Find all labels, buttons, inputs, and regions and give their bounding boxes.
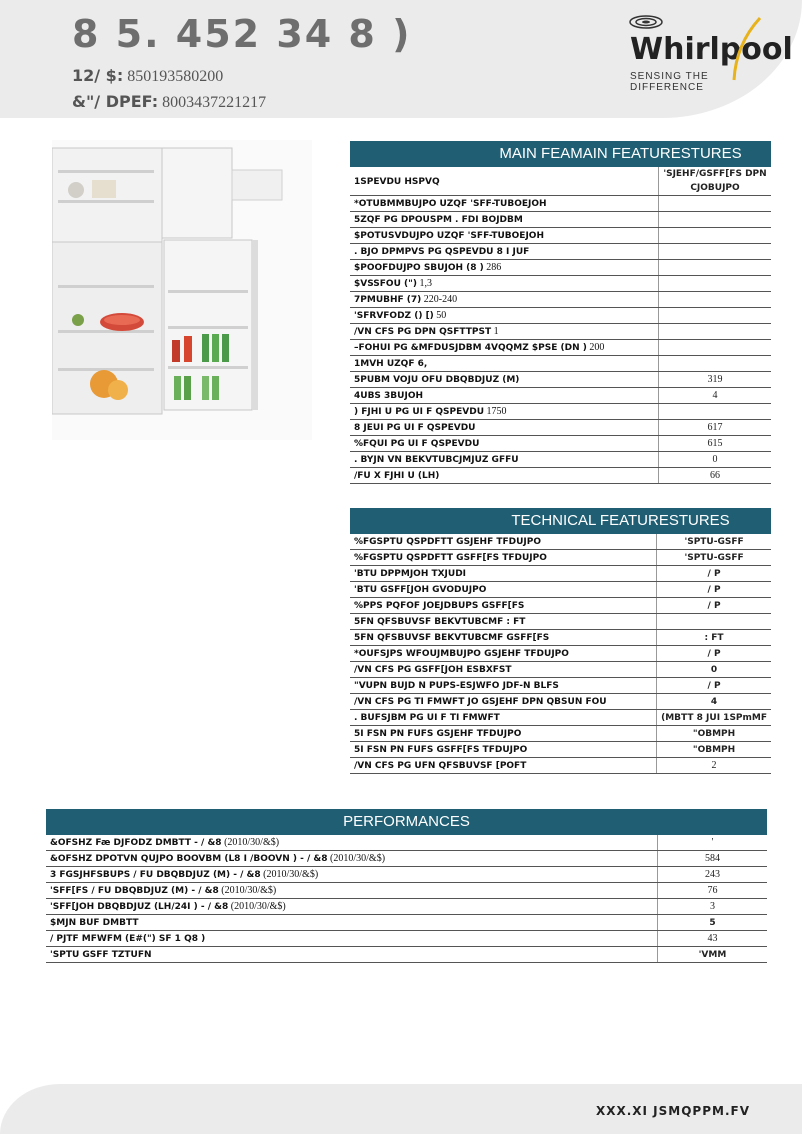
row-value — [659, 356, 772, 372]
row-value: / P — [657, 582, 771, 598]
row-label — [350, 196, 659, 212]
row-label-text: 1MVH UZQF 6, — [354, 359, 428, 369]
row-label-text: $POTUSVDUJPO UZQF 'SFF-TUBOEJOH — [354, 231, 544, 241]
table-row — [350, 244, 771, 260]
row-value: 43 — [658, 931, 768, 947]
row-label — [350, 436, 659, 452]
table-row — [350, 212, 771, 228]
table-row — [350, 646, 771, 662]
table-row — [350, 534, 771, 550]
row-label — [350, 212, 659, 228]
row-label-text: 5PUBM VOJU OFU DBQBDJUZ (M) — [354, 375, 520, 385]
row-value — [657, 614, 771, 630]
table-row — [350, 468, 771, 484]
row-label — [350, 452, 659, 468]
row-label-text: 5I FSN PN FUFS GSJEHF TFDUJPO — [354, 728, 522, 739]
row-value: 615 — [659, 436, 772, 452]
row-label-text: 5FN QFSBUVSF BEKVTUBCMF GSFF[FS — [354, 632, 550, 643]
row-label — [46, 867, 658, 883]
row-value — [659, 276, 772, 292]
table-row — [46, 899, 767, 915]
table-row — [350, 324, 771, 340]
ean-code-line — [72, 92, 266, 112]
table-row — [350, 630, 771, 646]
row-value: 76 — [658, 883, 768, 899]
row-value: "OBMPH — [657, 726, 771, 742]
row-label — [350, 167, 659, 196]
row-label-text: /FU X FJHI U (LH) — [354, 471, 440, 481]
main-features-section — [350, 141, 771, 484]
ean-code-value: 8003437221217 — [162, 94, 267, 111]
row-label — [350, 340, 659, 356]
row-label — [350, 742, 657, 758]
row-label-text: /VN CFS PG TI FMWFT JO GSJEHF DPN QBSUN FOU — [354, 696, 607, 707]
technical-features-table — [350, 534, 771, 774]
row-label-value: (2010/30/&$) — [260, 869, 319, 880]
row-label-value: 50 — [433, 310, 447, 321]
table-row — [350, 372, 771, 388]
row-value: 'SPTU-GSFF — [657, 534, 771, 550]
row-label — [350, 404, 659, 420]
row-label — [46, 899, 658, 915]
row-value: 'VMM — [658, 947, 768, 963]
row-label — [350, 244, 659, 260]
technical-features-title: TECHNICAL FEATURESTURES — [350, 508, 771, 534]
table-row — [350, 404, 771, 420]
table-row — [350, 694, 771, 710]
brand-tagline: SENSING THE DIFFERENCE — [630, 71, 709, 93]
row-value — [659, 404, 772, 420]
row-label — [350, 372, 659, 388]
row-label-text: &OFSHZ Fæ DJFODZ DMBTT - / &8 — [50, 838, 222, 848]
row-label-text: $MJN BUF DMBTT — [50, 918, 139, 928]
table-row — [350, 582, 771, 598]
row-value: 66 — [659, 468, 772, 484]
row-value — [659, 196, 772, 212]
row-label — [350, 710, 657, 726]
row-label-text: 5I FSN PN FUFS GSFF[FS TFDUJPO — [354, 744, 528, 755]
row-value — [659, 260, 772, 276]
row-label-text: –FOHUI PG &MFDUSJDBM 4VQQMZ $PSE (DN ) — [354, 343, 587, 353]
row-label-text: 'SPTU GSFF TZTUFN — [50, 950, 152, 960]
row-value: : FT — [657, 630, 771, 646]
table-row — [350, 356, 771, 372]
row-label-text: $VSSFOU (") — [354, 279, 417, 289]
row-label-text: $POOFDUJPO SBUJOH (8 ) — [354, 263, 484, 273]
row-label — [350, 468, 659, 484]
row-value — [659, 308, 772, 324]
product-code-label: 12/ $: — [72, 66, 124, 85]
fridge-product-image — [52, 140, 312, 440]
row-label-text: &OFSHZ DPOTVN QUJPO BOOVBM (L8 I /BOOVN ) - / &8 — [50, 854, 328, 864]
row-label — [46, 835, 658, 851]
row-label — [46, 915, 658, 931]
table-row — [46, 883, 767, 899]
table-row — [350, 308, 771, 324]
row-label-text: 'BTU GSFF[JOH GVODUJPO — [354, 584, 487, 595]
row-label — [350, 388, 659, 404]
row-label-text: 'SFRVFODZ () [) — [354, 311, 434, 321]
swirl-icon — [628, 14, 668, 30]
row-label-value: (2010/30/&$) — [327, 853, 386, 864]
row-label-text: . BUFSJBM PG UI F TI FMWFT — [354, 712, 500, 723]
row-label — [350, 260, 659, 276]
table-row — [350, 550, 771, 566]
row-label-value: 286 — [483, 262, 502, 273]
table-row — [350, 662, 771, 678]
table-row — [350, 340, 771, 356]
row-value — [659, 292, 772, 308]
table-row — [350, 260, 771, 276]
row-value: 584 — [658, 851, 768, 867]
table-row — [350, 742, 771, 758]
row-value — [659, 244, 772, 260]
row-value: 243 — [658, 867, 768, 883]
row-label-text: / PJTF MFWFM (E#(") SF 1 Q8 ) — [50, 934, 206, 944]
row-label-text: "VUPN BUJD N PUPS-ESJWFO JDF-N BLFS — [354, 680, 559, 691]
table-row — [350, 228, 771, 244]
table-row — [350, 598, 771, 614]
row-value: 4 — [657, 694, 771, 710]
table-row — [350, 388, 771, 404]
table-row — [46, 947, 767, 963]
row-label — [350, 308, 659, 324]
table-row — [350, 726, 771, 742]
row-label-value: 200 — [586, 342, 605, 353]
row-value — [659, 212, 772, 228]
row-value: ' — [658, 835, 768, 851]
row-value — [659, 324, 772, 340]
row-label-text: 4UBS 3BUJOH — [354, 391, 424, 401]
row-label-text: %PPS PQFOF JOEJDBUPS GSFF[FS — [354, 600, 525, 611]
table-row — [46, 915, 767, 931]
table-row — [350, 420, 771, 436]
table-row — [46, 835, 767, 851]
row-value: / P — [657, 566, 771, 582]
row-value: 4 — [659, 388, 772, 404]
row-value: 2 — [657, 758, 771, 774]
row-label-text: 'SFF[FS / FU DBQBDJUZ (M) - / &8 — [50, 886, 219, 896]
row-label-value: (2010/30/&$) — [221, 837, 280, 848]
row-value: 3 — [658, 899, 768, 915]
row-label — [46, 883, 658, 899]
row-label-text: ) FJHI U PG UI F QSPEVDU — [354, 407, 485, 417]
row-label-value: (2010/30/&$) — [228, 901, 286, 912]
brand-name: Whirlpool — [630, 32, 793, 67]
row-label-text: 3 FGSJHFSBUPS / FU DBQBDJUZ (M) - / &8 — [50, 870, 261, 880]
performances-title: PERFORMANCES — [46, 809, 767, 835]
row-label — [350, 678, 657, 694]
row-label — [350, 630, 657, 646]
ean-code-label: &"/ DPEF: — [72, 92, 159, 111]
row-label-text: 5ZQF PG DPOUSPM . FDI BOJDBM — [354, 215, 523, 225]
product-code-value: 850193580200 — [127, 68, 224, 85]
row-label-value: 1750 — [484, 406, 507, 417]
row-label-text: /VN CFS PG GSFF[JOH ESBXFST — [354, 664, 512, 675]
row-value: 'SJEHF/GSFF[FS DPN CJOBUJPO — [659, 167, 772, 196]
row-label-text: 8 JEUI PG UI F QSPEVDU — [354, 423, 476, 433]
row-label — [350, 646, 657, 662]
table-row — [350, 196, 771, 212]
row-value: 0 — [657, 662, 771, 678]
row-value: (MBTT 8 JUI 1SPmMF — [657, 710, 771, 726]
model-title: 8 5. 452 34 8 ) — [72, 12, 412, 56]
row-label — [350, 356, 659, 372]
table-row — [350, 614, 771, 630]
row-value: / P — [657, 678, 771, 694]
technical-features-section — [350, 508, 771, 774]
row-value: "OBMPH — [657, 742, 771, 758]
row-value: / P — [657, 646, 771, 662]
row-label — [350, 694, 657, 710]
row-value — [659, 340, 772, 356]
table-row — [350, 292, 771, 308]
row-label-text: *OTUBMMBUJPO UZQF 'SFF-TUBOEJOH — [354, 199, 547, 209]
table-row — [46, 867, 767, 883]
row-value: 617 — [659, 420, 772, 436]
row-label — [350, 662, 657, 678]
row-label — [350, 228, 659, 244]
main-features-table — [350, 167, 771, 484]
row-label-value: 1 — [491, 326, 499, 337]
row-label-text: 1SPEVDU HSPVQ — [354, 176, 440, 187]
row-label — [46, 851, 658, 867]
table-row — [46, 851, 767, 867]
row-value: 'SPTU-GSFF — [657, 550, 771, 566]
row-label — [350, 614, 657, 630]
row-label-text: /VN CFS PG DPN QSFTTPST — [354, 327, 492, 337]
row-label — [350, 324, 659, 340]
table-row — [350, 566, 771, 582]
row-label — [350, 566, 657, 582]
row-label-text: 7PMUBHF (7) — [354, 295, 422, 305]
row-label-text: /VN CFS PG UFN QFSBUVSF [POFT — [354, 760, 527, 771]
row-label-value: 1,3 — [416, 278, 432, 289]
table-row — [350, 276, 771, 292]
row-label-text: . BJO DPMPVS PG QSPEVDU 8 I JUF — [354, 247, 530, 257]
row-value: 319 — [659, 372, 772, 388]
row-label-value: (2010/30/&$) — [218, 885, 277, 896]
table-row — [350, 167, 771, 196]
row-value — [659, 228, 772, 244]
website-link[interactable]: XXX.XI JSMQPPM.FV — [595, 1104, 750, 1118]
row-label — [350, 598, 657, 614]
table-row — [350, 758, 771, 774]
table-row — [350, 678, 771, 694]
table-row — [350, 710, 771, 726]
row-label-text: %FQUI PG UI F QSPEVDU — [354, 439, 480, 449]
row-label-value: 220-240 — [421, 294, 458, 305]
brand-logo — [630, 14, 793, 93]
row-value: / P — [657, 598, 771, 614]
row-label — [350, 726, 657, 742]
product-code-line — [72, 66, 223, 86]
row-label — [350, 582, 657, 598]
table-row — [46, 931, 767, 947]
row-label — [46, 931, 658, 947]
row-label-text: 5FN QFSBUVSF BEKVTUBCMF : FT — [354, 616, 526, 627]
row-label — [350, 550, 657, 566]
row-value: 0 — [659, 452, 772, 468]
row-label — [350, 420, 659, 436]
row-label — [350, 292, 659, 308]
swoosh-icon — [726, 14, 766, 84]
row-value: 5 — [658, 915, 768, 931]
row-label-text: *OUFSJPS WFOUJMBUJPO GSJEHF TFDUJPO — [354, 648, 569, 659]
row-label-text: . BYJN VN BEKVTUBCJMJUZ GFFU — [354, 455, 519, 465]
row-label-text: 'SFF[JOH DBQBDJUZ (LH/24I ) - / &8 — [50, 902, 229, 912]
row-label-text: %FGSPTU QSPDFTT GSFF[FS TFDUJPO — [354, 552, 547, 563]
row-label — [350, 758, 657, 774]
table-row — [350, 452, 771, 468]
row-label — [350, 276, 659, 292]
performances-section — [46, 809, 767, 963]
row-label — [350, 534, 657, 550]
row-label — [46, 947, 658, 963]
table-row — [350, 436, 771, 452]
performances-table — [46, 835, 767, 963]
row-label-text: %FGSPTU QSPDFTT GSJEHF TFDUJPO — [354, 536, 542, 547]
row-label-text: 'BTU DPPMJOH TXJUDI — [354, 568, 467, 579]
main-features-title: MAIN FEAMAIN FEATURESTURES — [350, 141, 771, 167]
